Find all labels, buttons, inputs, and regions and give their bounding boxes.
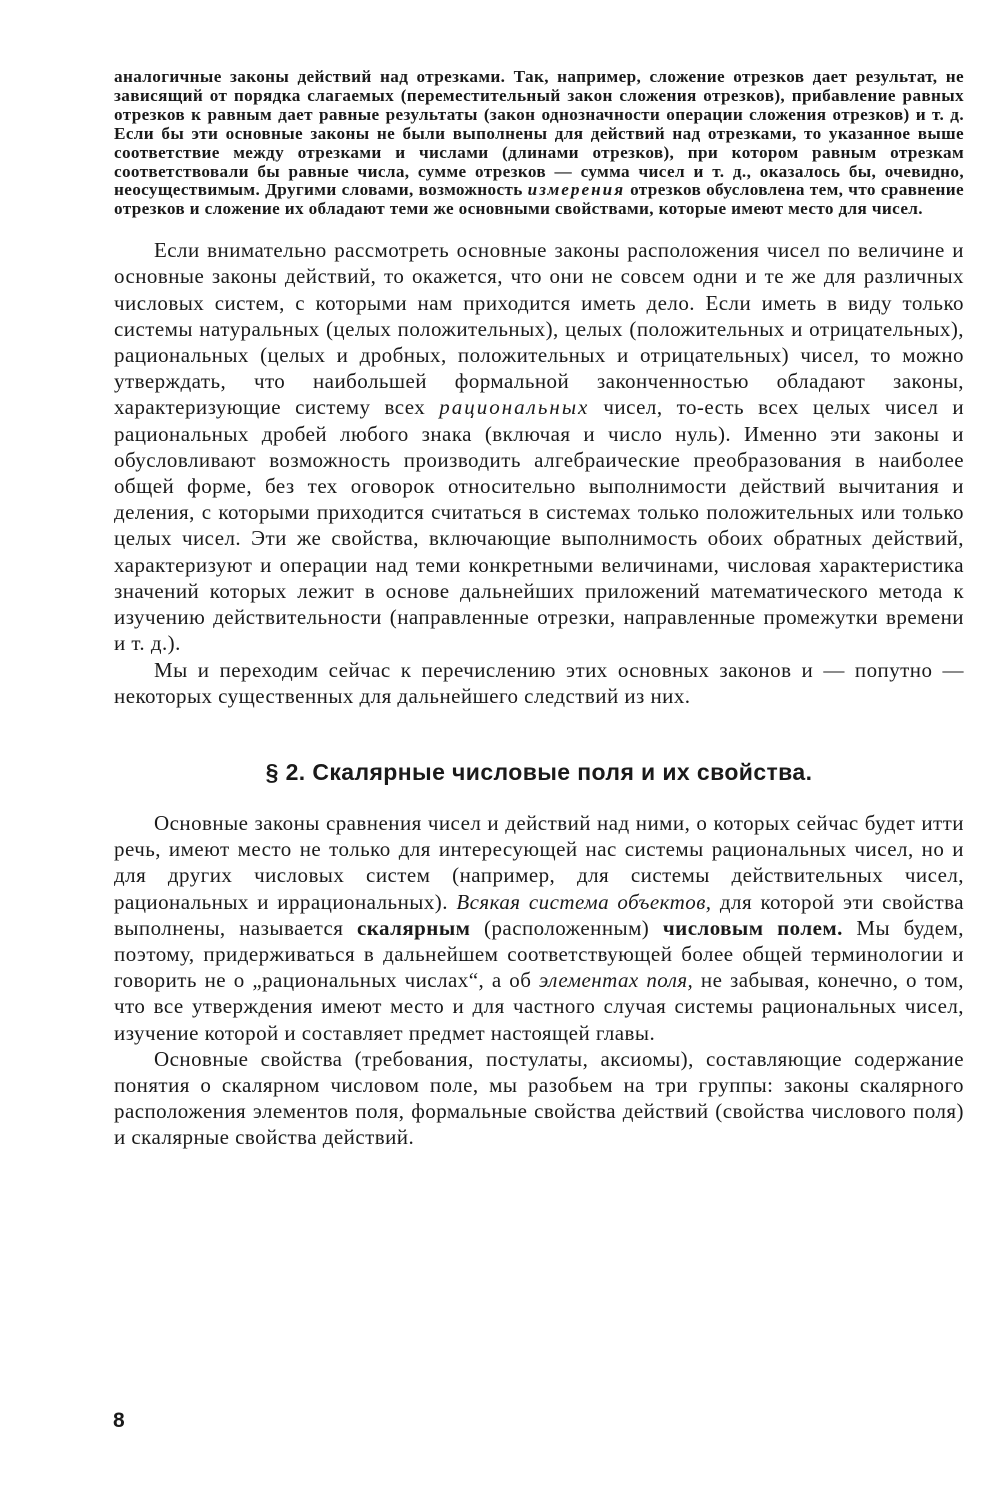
paragraph-5-text: Основные свойства (требования, постулаты, аксиомы), составляющие содержание понятия о скалярном числовом поле, мы разобьем на три группы: законы скалярного расположения элементов поля, формальные свойства действий (свойства числового поля) и скалярные свойства действий. <box>114 1046 964 1150</box>
intro-text-2: отрезков обусловлена тем, что сравнение отрезков и сложение их обладают теми же основными свойствами, которые имеют место для чисел. <box>114 180 964 219</box>
intro-italic-measurement: измерения <box>527 180 626 200</box>
paragraph-3 <box>114 657 964 709</box>
page-content <box>114 68 964 1151</box>
paragraph-4-italic-system: Всякая система объектов, <box>456 889 712 914</box>
paragraph-4-text-1: Основные законы сравнения чисел и действий над ними, о которых сейчас будет итти речь, имеют место не только для интересующей нас системы рациональных чисел, но и для других числовых систем (например, для системы действительных чисел, рациональных и иррациональных). <box>114 810 964 914</box>
section-heading: § 2. Скалярные числовые поля и их свойства. <box>265 758 813 785</box>
paragraph-2-text-2: чисел, то-есть всех целых чисел и рациональных дробей любого знака (включая и число нуль). Именно эти законы и обусловливают возможность производить алгебраические преобразования в наиболее общей форме, без тех оговорок относительно выполнимости действий вычитания и деления, с которыми приходится считаться в системах только положительных или только целых чисел. Эти же свойства, включающие выполнимость обоих обратных действий, характеризуют и операции над теми конкретными величинами, числовая характеристика значений которых лежит в основе дальнейших приложений математического метода к изучению действительности (направленные отрезки, направленные промежутки времени и т. д.). <box>114 395 965 656</box>
paragraph-4-text-5: не забывая, конечно, о том, что все утверждения имеют место и для частного случая системы рациональных чисел, изучение которой и составляет предмет настоящей главы. <box>114 968 965 1045</box>
paragraph-4-bold-field: числовым полем. <box>662 915 843 940</box>
paragraph-2-text-1: Если внимательно рассмотреть основные законы расположения чисел по величине и основные законы действий, то окажется, что они не совсем одни и те же для различных числовых систем, с которыми нам приходится иметь дело. Если иметь в виду только системы натуральных (целых положительных), целых (положительных и отрицательных), рациональных (целых и дробных, положительных и отрицательных) чисел, то можно утверждать, что наибольшей формальной законченностью обладают законы, характеризующие систему всех <box>114 238 964 420</box>
paragraph-3-text: Мы и переходим сейчас к перечислению этих основных законов и — попутно — некоторых существенных для дальнейшего следствий из них. <box>114 657 964 708</box>
page-number: 8 <box>113 1409 125 1432</box>
paragraph-4-text-3: (расположенным) <box>484 915 650 940</box>
paragraph-4 <box>114 810 964 1046</box>
paragraph-4-bold-scalar: скалярным <box>356 915 471 940</box>
paragraph-2-italic-rational: рациональных <box>439 395 590 420</box>
paragraph-4-text-4: Мы будем, поэтому, придерживаться в дальнейшем соответствующей более общей терминологии и говорить не о „рациональных числах“, а об <box>114 915 964 993</box>
paragraph-2 <box>114 237 964 656</box>
intro-paragraph <box>114 68 964 219</box>
paragraph-4-text-2: для которой эти свойства выполнены, называется <box>114 889 965 940</box>
paragraph-5 <box>114 1046 964 1151</box>
intro-text-1: аналогичные законы действий над отрезками. Так, например, сложение отрезков дает результат, не зависящий от порядка слагаемых (переместительный закон сложения отрезков), прибавление равных отрезков к равным дает равные результаты (закон однозначности операции сложения отрезков) и т. д. Если бы эти основные законы не были выполнены для действий над отрезками, то указанное выше соответствие между отрезками и числами (длинами отрезков), при котором равным отрезкам соответствовали бы равные числа, сумме отрезков — сумма чисел и т. д., оказалось бы, очевидно, неосуществимым. Другими словами, возможность <box>114 67 964 200</box>
paragraph-4-italic-elements: элементах поля, <box>539 968 694 993</box>
